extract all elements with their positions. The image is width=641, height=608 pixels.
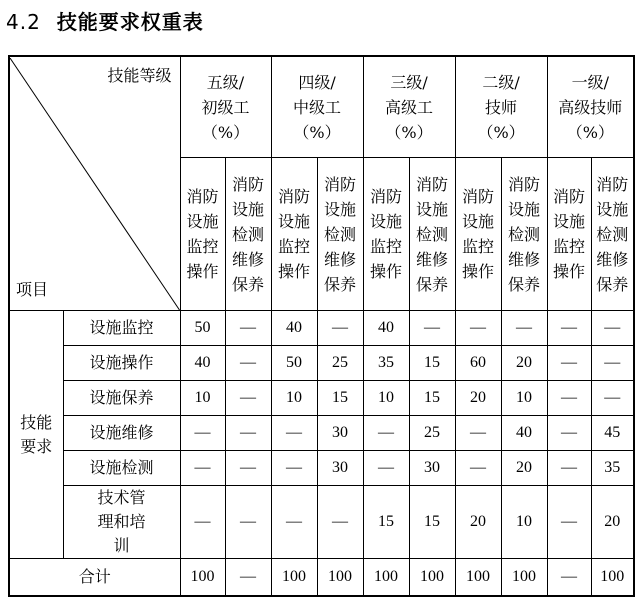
weight-cell	[547, 311, 591, 346]
weight-cell	[455, 311, 501, 346]
table-row	[9, 451, 634, 486]
weight-cell	[317, 381, 363, 416]
row-item-label: 设施操作	[63, 346, 180, 381]
weight-value: 15	[424, 354, 441, 371]
weight-value: 20	[470, 513, 487, 530]
weight-cell	[317, 451, 363, 486]
row-item-label: 设施监控	[63, 311, 180, 346]
weight-value: 35	[604, 459, 621, 476]
weight-cell	[225, 451, 271, 486]
weight-value: 45	[604, 424, 621, 441]
weight-cell	[501, 381, 547, 416]
group-label-skill-requirement: 技能要求	[9, 311, 63, 559]
table-row	[9, 486, 634, 559]
weight-cell	[225, 381, 271, 416]
weight-cell	[455, 451, 501, 486]
item-label: 项目	[16, 279, 49, 299]
weight-cell	[501, 416, 547, 451]
weight-value: —	[240, 319, 256, 336]
weight-value: 20	[516, 354, 533, 371]
subcolumn-inspect-maintain: 消防设施检测维修保养	[317, 158, 363, 311]
weight-value: 100	[374, 568, 399, 585]
weight-value: 30	[424, 459, 441, 476]
section-heading	[6, 6, 204, 35]
weight-value: —	[561, 389, 578, 406]
subcolumn-monitor-operate: 消防设施监控操作	[271, 158, 317, 311]
weight-cell	[591, 559, 634, 597]
weight-value: 40	[378, 319, 395, 336]
weight-cell	[501, 451, 547, 486]
weight-cell	[455, 416, 501, 451]
total-label: 合计	[9, 559, 180, 597]
weight-value: —	[470, 424, 487, 441]
weight-cell	[363, 381, 409, 416]
weight-cell	[271, 559, 317, 597]
weight-value: 15	[378, 513, 395, 530]
subcolumn-monitor-operate: 消防设施监控操作	[363, 158, 409, 311]
row-item-label: 技术管理和培训	[63, 486, 180, 559]
weight-value: —	[332, 319, 349, 336]
weight-value: 15	[424, 513, 441, 530]
weight-cell	[501, 559, 547, 597]
weight-cell	[409, 416, 455, 451]
weight-value: —	[561, 354, 578, 371]
weight-value: 15	[332, 389, 349, 406]
weight-value: —	[561, 459, 578, 476]
weight-value: —	[378, 459, 395, 476]
weight-value: 10	[378, 389, 395, 406]
corner-header-cell	[9, 56, 180, 311]
weight-cell	[591, 451, 634, 486]
subcolumn-monitor-operate: 消防设施监控操作	[547, 158, 591, 311]
weight-cell	[547, 486, 591, 559]
weight-value: 100	[600, 568, 625, 585]
weight-cell	[317, 559, 363, 597]
weight-value: 100	[190, 568, 215, 585]
weight-cell	[363, 486, 409, 559]
weight-value: 35	[378, 354, 395, 371]
weight-cell	[409, 559, 455, 597]
weight-value: 20	[470, 389, 487, 406]
weight-value: —	[286, 513, 303, 530]
row-item-label: 设施检测	[63, 451, 180, 486]
weight-cell	[547, 451, 591, 486]
weight-cell	[180, 486, 225, 559]
weight-value: —	[561, 424, 578, 441]
level-header-4: 四级/ 中级工 （%）	[271, 56, 363, 158]
weight-cell	[547, 416, 591, 451]
weight-cell	[501, 486, 547, 559]
weight-cell	[363, 451, 409, 486]
weight-cell	[180, 311, 225, 346]
weight-value: —	[240, 424, 256, 441]
weight-value: —	[194, 424, 211, 441]
weight-cell	[409, 311, 455, 346]
weight-cell	[225, 346, 271, 381]
weight-value: 40	[194, 354, 211, 371]
weight-value: 30	[332, 459, 349, 476]
weight-value: —	[561, 568, 578, 585]
weight-value: 50	[286, 354, 303, 371]
weight-cell	[591, 311, 634, 346]
diagonal-divider	[10, 58, 180, 310]
weight-cell	[501, 311, 547, 346]
subcolumn-inspect-maintain: 消防设施检测维修保养	[501, 158, 547, 311]
weight-value: —	[240, 459, 256, 476]
table-row	[9, 416, 634, 451]
weight-cell	[180, 451, 225, 486]
level-header-3: 三级/ 高级工 （%）	[363, 56, 455, 158]
weight-cell	[363, 346, 409, 381]
weight-cell	[591, 486, 634, 559]
weight-value: 60	[470, 354, 487, 371]
weight-cell	[271, 451, 317, 486]
weight-cell	[501, 346, 547, 381]
weight-cell	[317, 311, 363, 346]
weight-value: —	[194, 513, 211, 530]
weight-value: —	[604, 319, 621, 336]
weight-value: 30	[332, 424, 349, 441]
weight-cell	[547, 381, 591, 416]
weight-cell	[547, 346, 591, 381]
weight-value: 15	[424, 389, 441, 406]
weight-value: 50	[194, 319, 211, 336]
weight-cell	[271, 381, 317, 416]
weight-value: 100	[512, 568, 537, 585]
weight-cell	[317, 346, 363, 381]
weight-cell	[455, 486, 501, 559]
row-item-label: 设施维修	[63, 416, 180, 451]
weight-value: 10	[516, 513, 533, 530]
subcolumn-monitor-operate: 消防设施监控操作	[455, 158, 501, 311]
weight-value: —	[470, 319, 487, 336]
weight-cell	[317, 416, 363, 451]
weight-cell	[225, 311, 271, 346]
table-row	[9, 311, 634, 346]
weight-value: 10	[194, 389, 211, 406]
weight-value: —	[240, 513, 256, 530]
weight-value: —	[470, 459, 487, 476]
level-header-1: 一级/ 高级技师 （%）	[547, 56, 634, 158]
weight-cell	[225, 486, 271, 559]
table-row	[9, 346, 634, 381]
weight-value: —	[561, 513, 578, 530]
weight-value: —	[194, 459, 211, 476]
subcolumn-inspect-maintain: 消防设施检测维修保养	[225, 158, 271, 311]
weight-cell	[455, 381, 501, 416]
weight-value: 100	[282, 568, 307, 585]
weight-cell	[271, 416, 317, 451]
subcolumn-inspect-maintain: 消防设施检测维修保养	[409, 158, 455, 311]
weight-cell	[180, 381, 225, 416]
weight-cell	[271, 346, 317, 381]
weight-value: —	[424, 319, 441, 336]
weight-cell	[409, 486, 455, 559]
weight-value: 10	[286, 389, 303, 406]
weight-value: —	[240, 568, 256, 585]
weight-value: —	[240, 389, 256, 406]
section-title: 技能要求权重表	[56, 10, 204, 34]
table-row	[9, 381, 634, 416]
weight-value: —	[561, 319, 578, 336]
weight-cell	[455, 559, 501, 597]
weight-value: —	[516, 319, 533, 336]
weight-cell	[591, 346, 634, 381]
weight-value: —	[604, 389, 621, 406]
weight-cell	[225, 559, 271, 597]
weight-cell	[455, 346, 501, 381]
weight-value: 40	[516, 424, 533, 441]
weight-value: —	[604, 354, 621, 371]
weight-cell	[591, 381, 634, 416]
weight-cell	[271, 486, 317, 559]
weight-cell	[317, 486, 363, 559]
subcolumn-monitor-operate: 消防设施监控操作	[180, 158, 225, 311]
total-row	[9, 559, 634, 597]
weight-value: 40	[286, 319, 303, 336]
weight-value: —	[286, 459, 303, 476]
level-header-5: 五级/ 初级工 （%）	[180, 56, 271, 158]
weight-cell	[363, 416, 409, 451]
weight-value: —	[240, 354, 256, 371]
weight-value: 25	[332, 354, 349, 371]
weight-value: 10	[516, 389, 533, 406]
weight-value: —	[332, 513, 349, 530]
weight-cell	[225, 416, 271, 451]
level-header-2: 二级/ 技师 （%）	[455, 56, 547, 158]
subcolumn-inspect-maintain: 消防设施检测维修保养	[591, 158, 634, 311]
skill-level-label: 技能等级	[107, 65, 172, 85]
weight-cell	[409, 381, 455, 416]
weight-value: 25	[424, 424, 441, 441]
weight-cell	[363, 559, 409, 597]
weight-cell	[271, 311, 317, 346]
weight-cell	[591, 416, 634, 451]
weight-cell	[363, 311, 409, 346]
weight-cell	[547, 559, 591, 597]
weight-cell	[180, 346, 225, 381]
weight-cell	[180, 559, 225, 597]
row-item-label: 设施保养	[63, 381, 180, 416]
section-number: 4.2	[6, 10, 41, 34]
weight-cell	[180, 416, 225, 451]
skill-weight-table	[8, 55, 635, 597]
weight-value: 20	[516, 459, 533, 476]
weight-value: —	[378, 424, 395, 441]
weight-cell	[409, 451, 455, 486]
weight-cell	[409, 346, 455, 381]
weight-value: —	[286, 424, 303, 441]
weight-value: 100	[420, 568, 445, 585]
weight-value: 20	[604, 513, 621, 530]
weight-value: 100	[328, 568, 353, 585]
weight-value: 100	[466, 568, 491, 585]
